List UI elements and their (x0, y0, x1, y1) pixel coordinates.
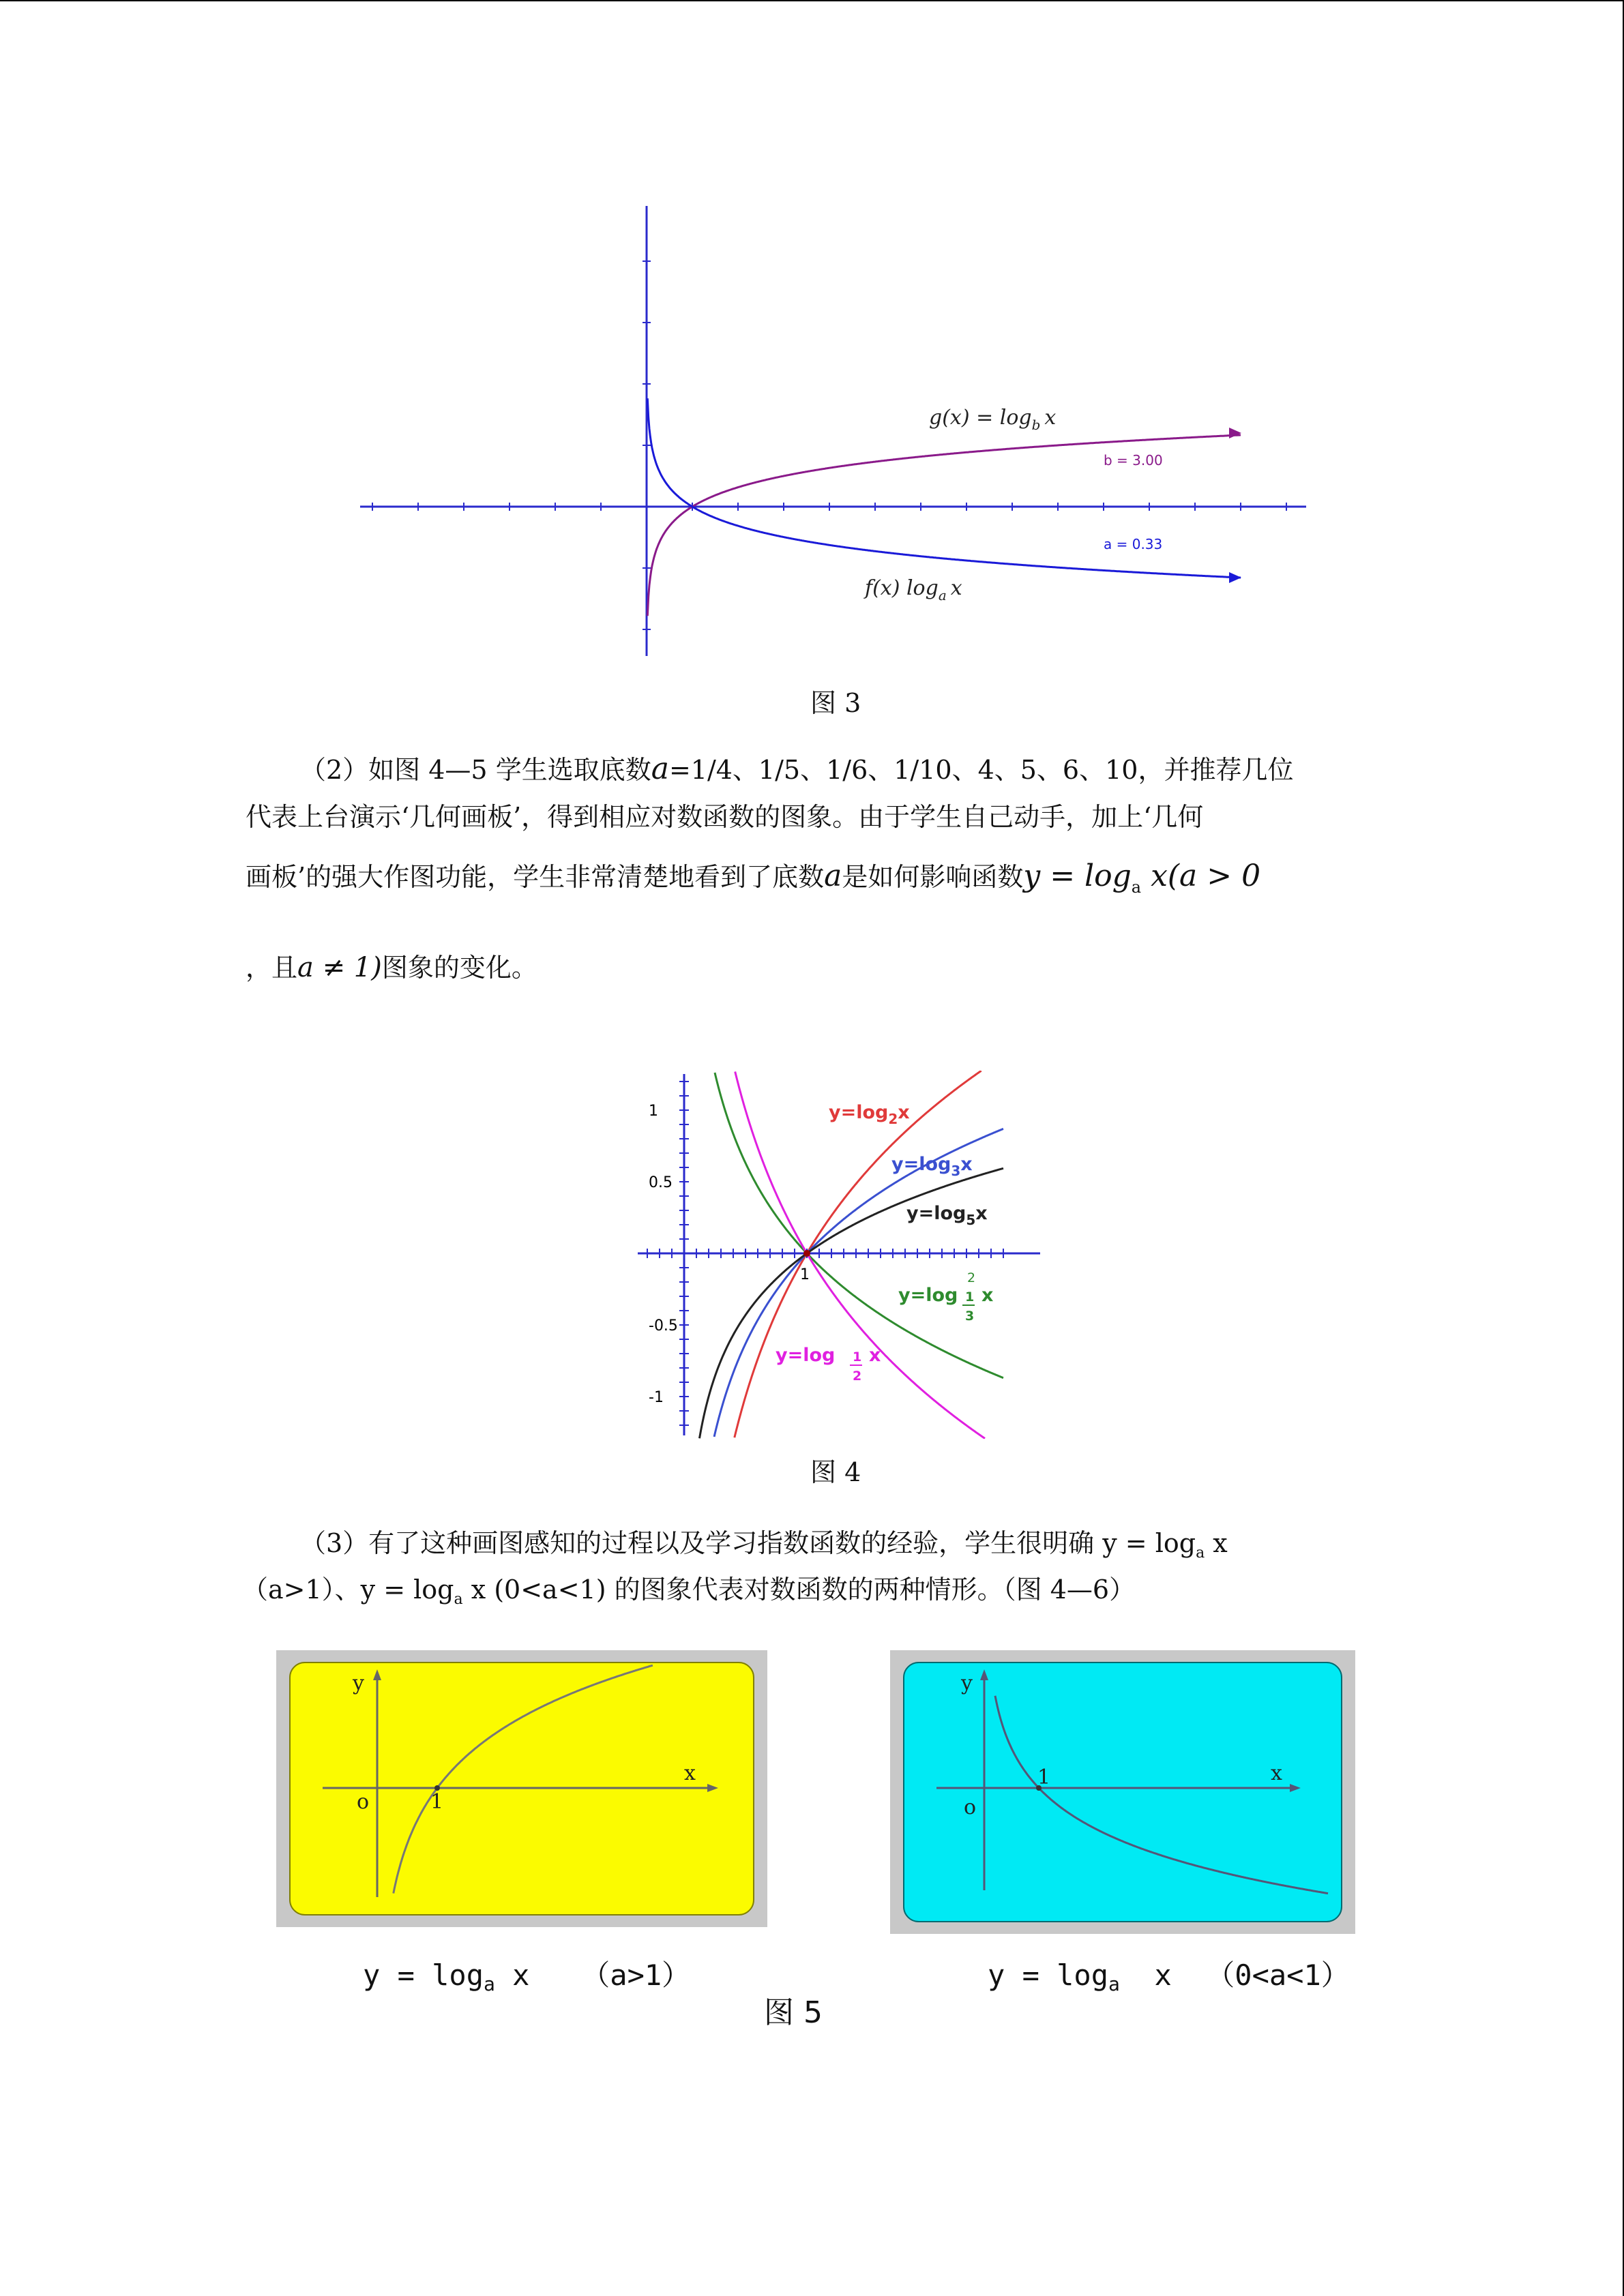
figure-5-right-caption: $y = \log_a x$ （0<a<1） (988, 1958, 1350, 1995)
left-y-label: y (353, 1671, 364, 1695)
svg-text:2: 2 (967, 1270, 976, 1285)
para3-line1-text: （3）有了这种画图感知的过程以及学习指数函数的经验，学生很明确 y = log (300, 1528, 1196, 1558)
svg-text:1: 1 (965, 1289, 975, 1304)
para2-line1-text: （2）如图 4—5 学生选取底数 (300, 755, 651, 785)
svg-text:x: x (869, 1345, 881, 1366)
label-log2: $y=\log_2x$ (829, 1102, 910, 1127)
y-tick-label: -1 (649, 1389, 664, 1406)
b-value-label: b = 3.00 (1104, 452, 1163, 468)
para2-line4-formula: a ≠ 1) (297, 952, 382, 983)
figure-3-graph (355, 198, 1310, 668)
f-label: f(x) $\log_a x$ (865, 576, 962, 603)
y-tick-label: -0.5 (649, 1317, 678, 1335)
para2-line4-pre: ，且 (246, 953, 298, 983)
paragraph-2-line-1 (246, 749, 1293, 786)
figure-4-caption: 图 4 (810, 1457, 861, 1487)
a-value-label: a = 0.33 (1104, 536, 1163, 552)
para2-line4-post: 图象的变化。 (381, 953, 537, 983)
para2-line3-pre: 画板’的强大作图功能，学生非常清楚地看到了底数 (246, 862, 825, 892)
right-origin-label: o (964, 1795, 977, 1819)
left-x-label: x (684, 1761, 696, 1785)
svg-text:1: 1 (853, 1350, 862, 1365)
label-log5: $y=\log_5x$ (906, 1203, 988, 1228)
paragraph-2-line-2: 代表上台演示‘几何画板’，得到相应对数函数的图象。由于学生自己动手，加上‘几何 (246, 802, 1204, 832)
figure-5-left-panel (276, 1650, 767, 1927)
figure-3-caption: 图 3 (810, 688, 861, 718)
right-x-label: x (1271, 1761, 1282, 1785)
svg-text:y=log: y=log (898, 1285, 958, 1306)
f-arrow (1229, 572, 1241, 583)
paragraph-3-line-1 (246, 1522, 1228, 1562)
label-log3: $y=\log_3x$ (891, 1154, 973, 1179)
right-y-label: y (961, 1671, 973, 1695)
x-tick-label-1: 1 (800, 1266, 810, 1283)
figure-5-left-caption: $y = \log_a x$ （a>1） (363, 1958, 691, 1995)
paragraph-2-line-3 (246, 856, 1260, 897)
svg-text:3: 3 (965, 1309, 975, 1324)
para2-line1-rest: =1/4、1/5、1/6、1/10、4、5、6、10，并推荐几位 (668, 755, 1294, 785)
para3-line1-end: x (1205, 1528, 1228, 1558)
figure-5-right-panel (890, 1650, 1355, 1934)
para3-line1-sub: a (1196, 1545, 1205, 1562)
para3-line2-rest: x (0<a<1) 的图象代表对数函数的两种情形。（图 4—6） (462, 1575, 1136, 1605)
paragraph-3-line-2 (242, 1568, 1135, 1608)
g-label: $g(x) = \log_b x$ (929, 406, 1057, 433)
paragraph-2-line-4 (246, 946, 537, 984)
para3-line2-sub: a (454, 1591, 463, 1608)
para3-line2-text: （a>1）、y = log (242, 1575, 454, 1605)
para2-line3-a: a (824, 859, 842, 893)
g-arrow (1229, 428, 1241, 438)
figure-4-graph (617, 1071, 1047, 1439)
para2-line1-a: a (651, 751, 669, 786)
y-tick-label: 0.5 (649, 1174, 673, 1191)
svg-text:x: x (981, 1285, 994, 1306)
axis-ticks (372, 261, 1286, 629)
para2-line3-mid: 是如何影响函数 (842, 862, 1024, 892)
right-panel-bg (904, 1663, 1342, 1922)
right-one-label: 1 (1037, 1765, 1051, 1789)
y-tick-label: 1 (649, 1103, 658, 1120)
svg-text:2: 2 (853, 1369, 862, 1384)
svg-text:y=log: y=log (776, 1345, 836, 1366)
point-1-0 (803, 1250, 810, 1257)
para2-formula: $y = \log_a x(a > 0$ (1023, 859, 1261, 897)
left-one-label: 1 (430, 1790, 444, 1814)
left-origin-label: o (357, 1790, 370, 1814)
figure-5-caption: 图 5 (764, 1995, 823, 2030)
